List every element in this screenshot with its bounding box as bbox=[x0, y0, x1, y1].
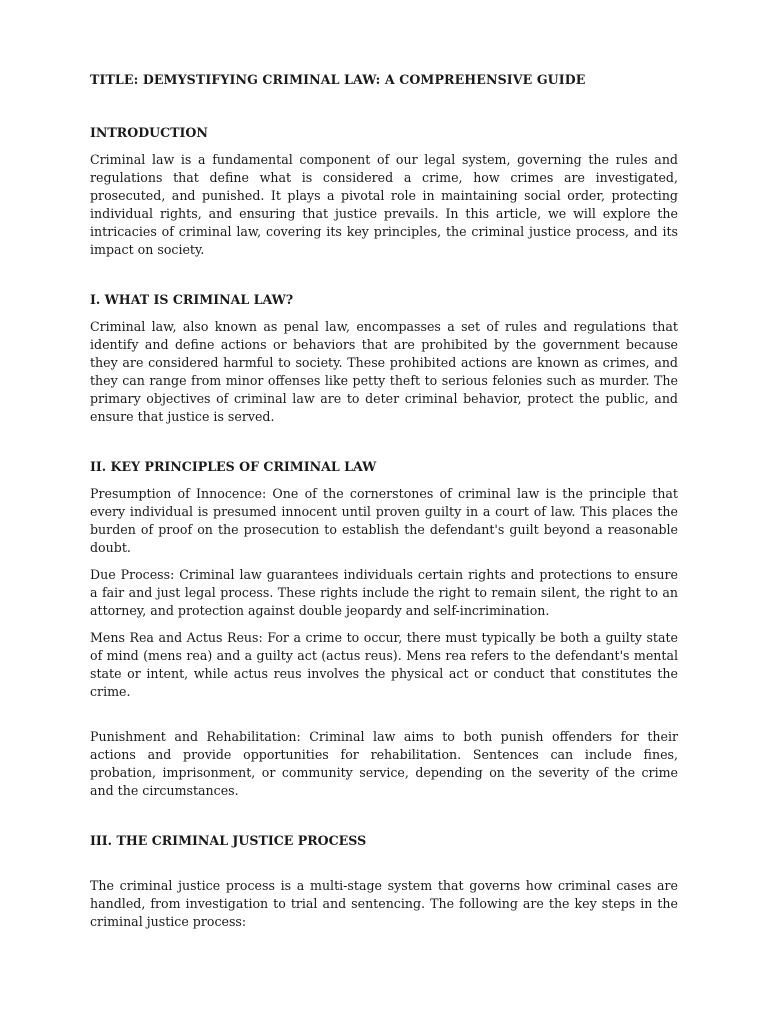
section-1-heading: I. WHAT IS CRIMINAL LAW? bbox=[90, 292, 294, 307]
section-3-paragraph: The criminal justice process is a multi-stage system that governs how criminal cases are handled, from investigation to trial and sentencing. The following are the key steps in the criminal justice process: bbox=[90, 878, 678, 929]
document-title: TITLE: DEMYSTIFYING CRIMINAL LAW: A COMPREHENSIVE GUIDE bbox=[90, 72, 586, 87]
section-2-heading: II. KEY PRINCIPLES OF CRIMINAL LAW bbox=[90, 459, 377, 474]
mens-rea-actus-reus-paragraph: Mens Rea and Actus Reus: For a crime to occur, there must typically be both a guilty state of mind (mens rea) and a guilty act (actus reus). Mens rea refers to the defendant's mental state or intent, while actus reus involves the physical act or conduct that constitutes the crime. bbox=[90, 630, 678, 699]
punishment-rehabilitation-paragraph: Punishment and Rehabilitation: Criminal law aims to both punish offenders for their actions and provide opportunities for rehabilitation. Sentences can include fines, probation, imprisonment, or community service, depending on the severity of the crime and the circumstances. bbox=[90, 729, 678, 798]
section-1-paragraph: Criminal law, also known as penal law, encompasses a set of rules and regulations that identify and define actions or behaviors that are prohibited by the government because they are considered harmful to society. These prohibited actions are known as crimes, and they can range from minor offenses like petty theft to serious felonies such as murder. The primary objectives of criminal law are to deter criminal behavior, protect the public, and ensure that justice is served. bbox=[90, 319, 678, 424]
presumption-of-innocence-paragraph: Presumption of Innocence: One of the cornerstones of criminal law is the principle that every individual is presumed innocent until proven guilty in a court of law. This places the burden of proof on the prosecution to establish the defendant's guilt beyond a reasonable doubt. bbox=[90, 486, 678, 555]
introduction-heading: INTRODUCTION bbox=[90, 125, 208, 140]
due-process-paragraph: Due Process: Criminal law guarantees individuals certain rights and protections to ensure a fair and just legal process. These rights include the right to remain silent, the right to an attorney, and protection against double jeopardy and self-incrimination. bbox=[90, 567, 678, 618]
introduction-paragraph: Criminal law is a fundamental component of our legal system, governing the rules and regulations that define what is considered a crime, how crimes are investigated, prosecuted, and punished. It plays a pivotal role in maintaining social order, protecting individual rights, and ensuring that justice prevails. In this article, we will explore the intricacies of criminal law, covering its key principles, the criminal justice process, and its impact on society. bbox=[90, 152, 678, 257]
section-3-heading: III. THE CRIMINAL JUSTICE PROCESS bbox=[90, 833, 367, 848]
